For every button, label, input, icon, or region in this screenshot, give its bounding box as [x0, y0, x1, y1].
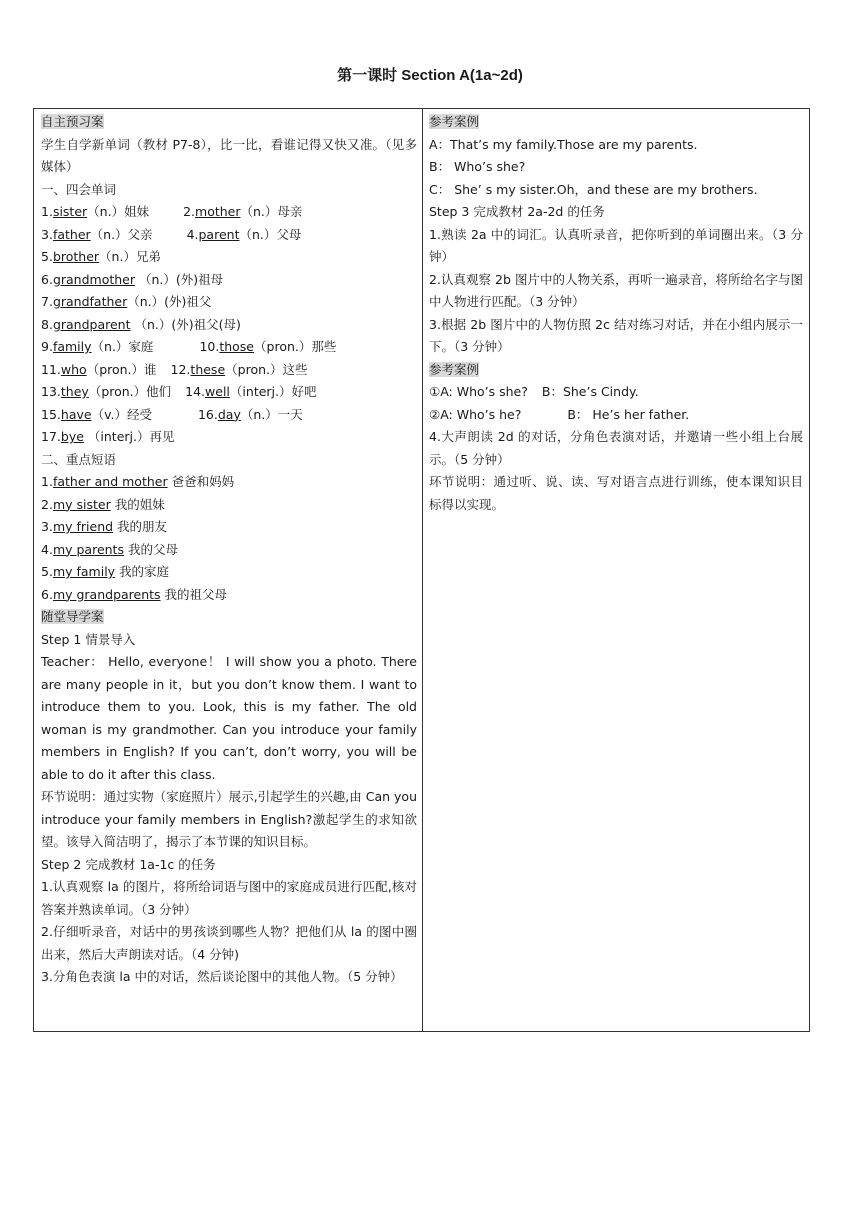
step-heading: Step 1 情景导入	[41, 631, 136, 647]
word-row: 8.grandparent （n.）(外)祖父(母)	[41, 316, 241, 332]
key-phrase: my grandparents	[52, 586, 161, 602]
column-divider	[422, 109, 423, 1031]
left-column	[41, 111, 417, 989]
key-phrase: my friend	[52, 519, 114, 534]
word-row: 1.sister（n.）姐妹 2.mother（n.）母亲	[41, 204, 303, 219]
section-subheading: 二、重点短语	[41, 451, 117, 467]
word-row: 13.they（pron.）他们 14.well（interj.）好吧	[41, 384, 317, 399]
phrase-row: 5.my family 我的家庭	[41, 564, 170, 579]
phrase-row: 2.my sister 我的姐妹	[41, 496, 165, 512]
dialog-line: C： She’ s my sister.Oh，and these are my brothers.	[429, 181, 758, 197]
word-row: 3.father（n.）父亲 4.parent（n.）父母	[41, 226, 302, 242]
section-heading: 参考案例	[429, 361, 480, 377]
vocab-word: day	[217, 406, 241, 422]
page-title: 第一课时 Section A(1a~2d)	[337, 67, 523, 84]
word-row: 9.family（n.）家庭 10.those（pron.）那些	[41, 339, 337, 354]
task-item: 2.认真观察 2b 图片中的人物关系，再听一遍录音，将所给名字与图中人物进行匹配。（3 分钟）	[429, 271, 803, 309]
section-heading: 参考案例	[429, 114, 480, 129]
key-phrase: father and mother	[52, 474, 168, 489]
vocab-word: have	[60, 406, 92, 422]
dialog-line: B： Who’s she?	[429, 159, 526, 174]
intro-text: 学生自学新单词（教材 P7-8），比一比，看谁记得又快又准。（见多媒体）	[41, 136, 417, 174]
vocab-word: father	[52, 226, 91, 242]
task-item: 2.仔细听录音，对话中的男孩谈到哪些人物？把他们从 la 的图中圈出来，然后大声朗读对话。（4 分钟)	[41, 924, 417, 962]
key-phrase: my sister	[52, 496, 111, 512]
step-heading: Step 2 完成教材 1a-1c 的任务	[41, 856, 216, 872]
vocab-word: family	[52, 339, 92, 354]
vocab-word: parent	[198, 226, 240, 242]
vocab-word: brother	[52, 249, 100, 264]
key-phrase: my parents	[52, 541, 124, 557]
lesson-table	[33, 108, 810, 1032]
task-item: 1.认真观察 la 的图片，将所给词语与图中的家庭成员进行匹配,核对答案并熟读单词。（3 分钟）	[41, 879, 417, 917]
vocab-word: who	[60, 361, 87, 377]
word-row: 11.who（pron.）谁 12.these（pron.）这些	[41, 361, 308, 377]
dialog-line: ①A: Who’s she? B：She’s Cindy.	[429, 384, 639, 399]
vocab-word: grandfather	[52, 294, 128, 309]
phrase-row: 3.my friend 我的朋友	[41, 519, 168, 534]
step-heading: Step 3 完成教材 2a-2d 的任务	[429, 204, 605, 219]
task-item: 1.熟读 2a 中的词汇。认真听录音，把你听到的单词圈出来。（3 分钟）	[429, 226, 803, 264]
word-row: 15.have（v.）经受 16.day（n.）一天	[41, 406, 303, 422]
section-subheading: 一、四会单词	[41, 181, 117, 197]
vocab-word: mother	[195, 204, 241, 219]
word-row: 5.brother（n.）兄弟	[41, 249, 161, 264]
word-row: 7.grandfather（n.）(外)祖父	[41, 294, 212, 309]
phrase-row: 6.my grandparents 我的祖父母	[41, 586, 228, 602]
vocab-word: sister	[52, 204, 88, 219]
section-note: 环节说明：通过听、说、读、写对语言点进行训练，使本课知识目标得以实现。	[429, 474, 803, 512]
vocab-word: those	[219, 339, 255, 354]
vocab-word: grandparent	[52, 316, 131, 332]
task-item: 4.大声朗读 2d 的对话，分角色表演对话，并邀请一些小组上台展示。（5 分钟）	[429, 429, 803, 467]
phrase-row: 4.my parents 我的父母	[41, 541, 178, 557]
task-item: 3.根据 2b 图片中的人物仿照 2c 结对练习对话，并在小组内展示一下。（3 分钟）	[429, 316, 803, 354]
vocab-word: grandmother	[52, 271, 136, 287]
vocab-word: these	[190, 361, 226, 377]
word-row: 17.bye （interj.）再见	[41, 429, 175, 444]
phrase-row: 1.father and mother 爸爸和妈妈	[41, 474, 235, 489]
section-note: 环节说明：通过实物（家庭照片）展示,引起学生的兴趣,由 Can you introduce your family members in English?激起学生的求知欲望。该导入简洁明了，揭示了本节课的知识目标。	[41, 789, 417, 849]
section-heading: 自主预习案	[41, 114, 104, 129]
dialog-line: ②A: Who’s he? B： He’s her father.	[429, 406, 690, 422]
dialog-line: A：That’s my family.Those are my parents.	[429, 136, 698, 152]
vocab-word: bye	[60, 429, 84, 444]
vocab-word: well	[205, 384, 230, 399]
right-column	[429, 111, 803, 516]
task-item: 3.分角色表演 la 中的对话，然后谈论图中的其他人物。（5 分钟）	[41, 969, 403, 984]
teacher-script: Teacher： Hello, everyone！ I will show you a photo. There are many people in it，but you don’t know them. I want to introduce them to you. Look, this is my father. The old woman is my grandmother. Can you introduce your family members in English? If you can’t, don’t worry, you will be able to do it after this class.	[41, 654, 417, 782]
section-heading: 随堂导学案	[41, 609, 104, 624]
vocab-word: they	[60, 384, 89, 399]
key-phrase: my family	[52, 564, 116, 579]
word-row: 6.grandmother （n.）(外)祖母	[41, 271, 224, 287]
